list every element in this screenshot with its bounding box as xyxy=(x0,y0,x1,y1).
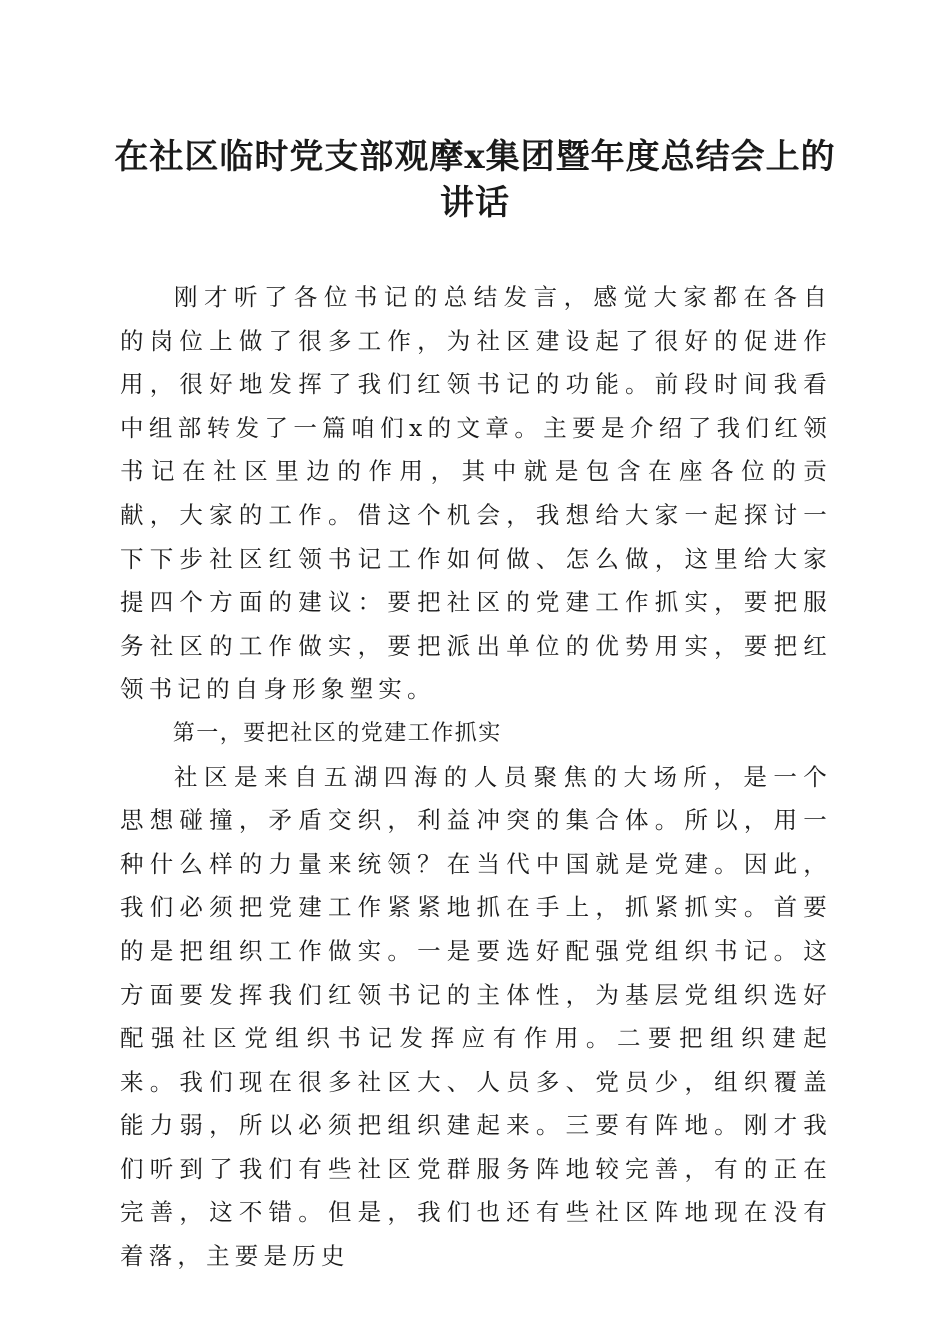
paragraph-section-one: 社区是来自五湖四海的人员聚焦的大场所，是一个思想碰撞，矛盾交织，利益冲突的集合体。所以，用一种什么样的力量来统领？在当代中国就是党建。因此，我们必须把党建工作紧紧地抓在手上，抓紧抓实。首要的是把组织工作做实。一是要选好配强党组织书记。这方面要发挥我们红领书记的主体性，为基层党组织选好配强社区党组织书记发挥应有作用。二要把组织建起来。我们现在很多社区大、人员多、党员少，组织覆盖能力弱，所以必须把组织建起来。三要有阵地。刚才我们听到了我们有些社区党群服务阵地较完善，有的正在完善，这不错。但是，我们也还有些社区阵地现在没有着落，主要是历史 xyxy=(120,762,832,1271)
paragraph-intro: 刚才听了各位书记的总结发言，感觉大家都在各自的岗位上做了很多工作，为社区建设起了很好的促进作用，很好地发挥了我们红领书记的功能。前段时间我看中组部转发了一篇咱们x的文章。主要是介绍了我们红领书记在社区里边的作用，其中就是包含在座各位的贡献，大家的工作。借这个机会，我想给大家一起探讨一下下步社区红领书记工作如何做、怎么做，这里给大家提四个方面的建议：要把社区的党建工作抓实，要把服务社区的工作做实，要把派出单位的优势用实，要把红领书记的自身形象塑实。 xyxy=(120,283,832,704)
section-heading-first: 第一，要把社区的党建工作抓实 xyxy=(172,720,502,746)
document-body xyxy=(120,276,832,1279)
document-title: 在社区临时党支部观摩x集团暨年度总结会上的讲话 xyxy=(114,137,836,223)
